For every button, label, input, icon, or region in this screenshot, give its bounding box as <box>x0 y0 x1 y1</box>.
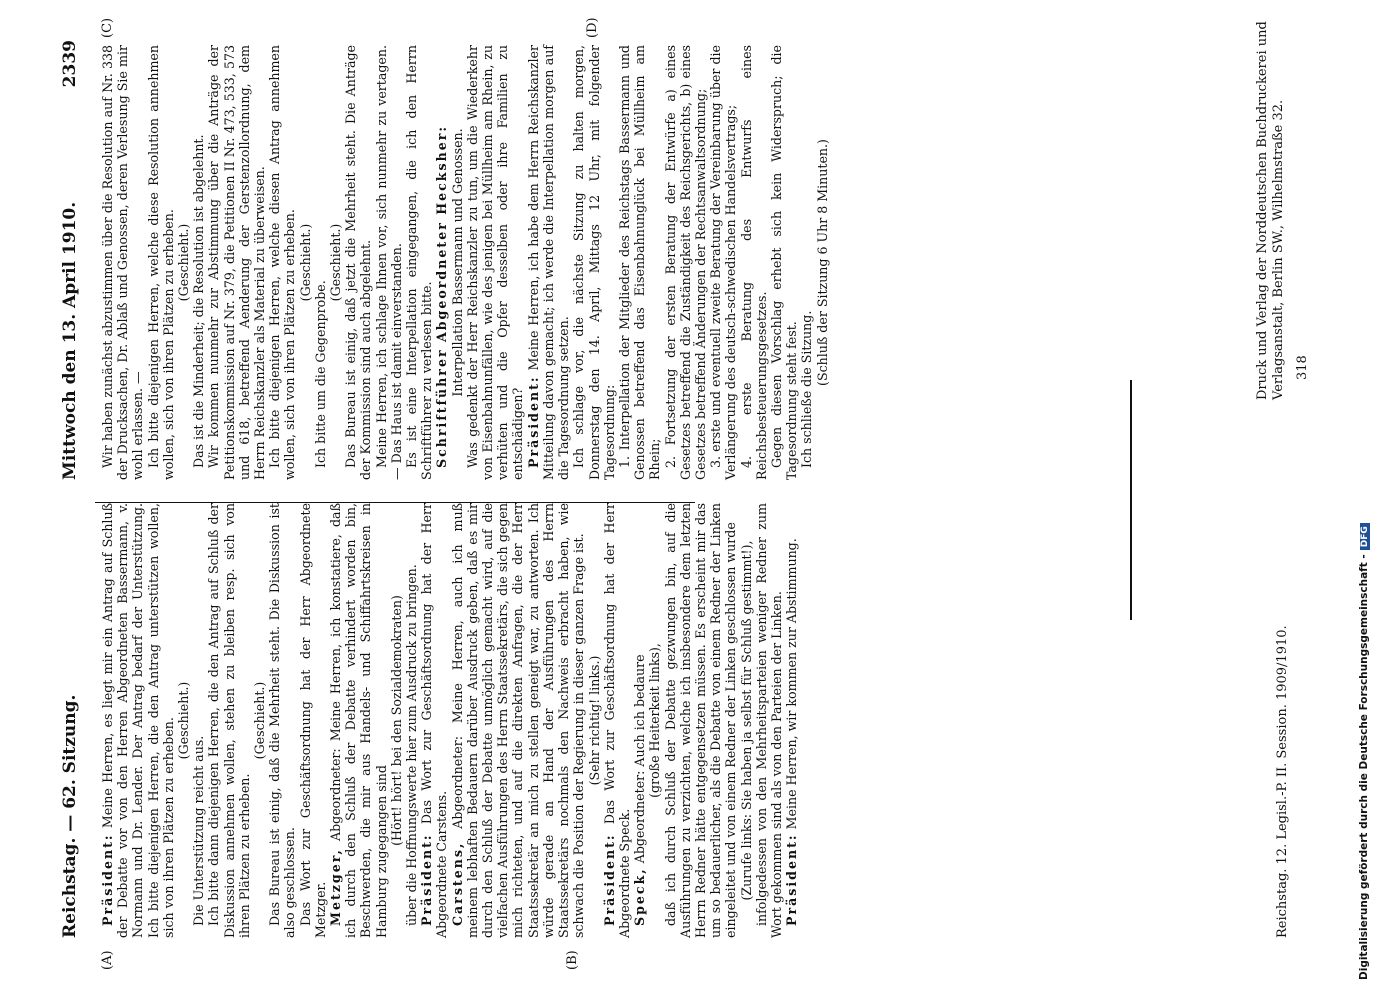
footer-session: Reichstag. 12. Legisl.-P. II. Session. 1909/1910. <box>1275 625 1290 938</box>
header-date: Mittwoch den 13. April 1910. <box>60 201 80 480</box>
speaker-name: Speck, <box>632 867 648 926</box>
paragraph-text: Meine Herren, ich habe dem Herrn Reichskanzler Mitteilung davon gemacht; ich werde die Interpellation morgen auf die Tagesordnung setzen. <box>525 45 572 480</box>
stage-direction: (Zurufe links: Sie haben ja selbst für Schluß gestimmt!), <box>738 540 754 901</box>
paragraph-text: Das Wort zur Geschäftsordnung hat der Herr Abgeordnete Speck. <box>601 503 632 938</box>
page-number: 2339 <box>60 40 80 88</box>
paragraph <box>191 45 206 480</box>
paragraph-text: Das Wort zur Geschäftsordnung hat der Herr Abgeordnete Metzger. <box>297 503 328 938</box>
paragraph <box>298 503 328 938</box>
paragraph-text: Ich bitte um die Gegenprobe. <box>312 280 328 468</box>
right-column <box>100 45 830 480</box>
stage-direction: (Sehr richtig! links.) <box>586 655 602 786</box>
paragraph <box>206 503 252 938</box>
paragraph-text: daß ich durch Schluß der Debatte gezwungen bin, auf die Ausführungen zu verzichten, welche ich insbesondere dem letzten Herrn Redner hätte entgegensetzen müssen. Es erscheint mir das um so bedauerlicher, als die Debatte von einem Redner der Linken eingeleitet und von einem Redner der Linken geschlossen wurde <box>662 503 739 938</box>
paragraph <box>404 45 434 480</box>
paragraph-text: Wir haben zunächst abzustimmen über die Resolution auf Nr. 338 der Drucksachen, Dr. Ablaß und Genossen, deren Verlesung Sie mir wohl erlassen. — <box>100 45 146 480</box>
paragraph-text: Es ist eine Interpellation eingegangen, die ich den Herrn Schriftführer zu verlesen bitte. <box>404 45 435 480</box>
paragraph-text: Das Bureau ist einig, daß jetzt die Mehrheit steht. Die Anträge der Kommission sind auch abgelehnt. <box>343 45 374 480</box>
paragraph <box>434 45 449 480</box>
paragraph <box>784 503 799 938</box>
paragraph <box>754 503 784 938</box>
speaker-name: Schriftführer Abgeordneter Hecksher: <box>434 124 450 468</box>
paragraph <box>799 45 814 480</box>
left-column <box>100 503 799 938</box>
stage-direction: (Geschieht.) <box>297 223 313 302</box>
paragraph-text: Das Wort zur Geschäftsordnung hat der Herr Abgeordnete Carstens. <box>419 503 450 938</box>
paragraph <box>267 45 297 480</box>
paragraph-text: Ich bitte dann diejenigen Herren, die den Antrag auf Schluß der Diskussion annehmen wollen, stehen zu bleiben resp. sich von ihren Plätzen zu erheben. <box>206 503 252 938</box>
dfg-logo: DFG <box>1360 523 1370 550</box>
footer-sheet-number: 318 <box>1295 355 1310 380</box>
paragraph <box>769 45 799 480</box>
paragraph-text: Ich schließe die Sitzung. <box>799 310 815 468</box>
margin-marker-b: (B) <box>565 950 580 970</box>
paragraph <box>328 503 389 938</box>
speaker-name: Präsident: <box>419 833 435 926</box>
digitization-note <box>1358 523 1370 980</box>
stage-direction: (Geschieht.) <box>176 223 192 302</box>
speaker-name: Präsident: <box>100 833 115 926</box>
paragraph <box>191 503 206 938</box>
paragraph <box>450 503 587 938</box>
paragraph-text: Das Bureau ist einig, daß die Mehrheit steht. Die Diskussion ist also geschlossen. <box>267 503 298 938</box>
paragraph <box>571 45 617 480</box>
paragraph-text: Meine Herren, es liegt mir ein Antrag auf Schluß der Debatte vor von den Herren Abgeordneten Bassermann, v. Normann und Dr. Lender. Der Antrag bedarf der Unterstützung. Ich bitte diejenigen Herren, die den Antrag unterstützen wollen, sich von ihren Plätzen zu erheben. <box>100 503 176 938</box>
paragraph-text: Gegen diesen Vorschlag erhebt sich kein Widerspruch; die Tagesordnung steht fest. <box>768 45 800 480</box>
stage-direction: Interpellation Bassermann und Genossen. <box>449 128 465 397</box>
paragraph-text: Die Unterstützung reicht aus. <box>191 735 207 926</box>
speaker-name: Präsident: <box>525 375 541 468</box>
paragraph <box>146 45 176 480</box>
paragraph <box>602 503 632 938</box>
speaker-name: Metzger, <box>328 848 344 926</box>
paragraph-text: Abgeordneter: Meine Herren, ich konstatiere, daß ich durch den Schluß der Debatte verhindert worden bin, Beschwerden, die mir aus Handels- und Schiffahrtskreisen in Hamburg zugegangen sind <box>328 503 389 938</box>
paragraph <box>206 45 267 480</box>
stage-direction: (Geschieht.) <box>176 681 192 760</box>
paragraph-text: über die Hoffnungswerte hier zum Ausdruck zu bringen. <box>404 564 420 926</box>
paragraph <box>343 45 373 480</box>
paragraph <box>663 45 709 480</box>
paragraph <box>100 45 146 480</box>
margin-marker-c: (C) <box>100 17 115 38</box>
paragraph <box>617 45 663 480</box>
footer-printer: Druck und Verlag der Norddeutschen Buchdruckerei und Verlagsanstalt, Berlin SW., Wilhelmstraße 32. <box>1255 21 1286 400</box>
paragraph <box>526 45 572 480</box>
paragraph <box>100 503 176 938</box>
paragraph <box>267 503 297 938</box>
stage-direction: (Geschieht.) <box>328 223 344 302</box>
stage-direction: (Hört! hört! bei den Sozialdemokraten) <box>388 595 404 846</box>
paragraph-text: Abgeordneter: Auch ich bedaure <box>632 654 648 864</box>
paragraph-text: Wir kommen nunmehr zur Abstimmung über die Anträge der Petitionskommission auf Nr. 379, die Petitionen II Nr. 473, 533, 573 und 618, betreffend Aenderung der Gerstenzollordnung, dem Herrn Reichskanzler als Material zu überweisen. <box>206 45 268 480</box>
digitization-text: Digitalisierung gefördert durch die Deutsche Forschungsgemeinschaft - <box>1358 554 1370 980</box>
paragraph-text: Ich bitte diejenigen Herren, welche diesen Antrag annehmen wollen, sich von ihren Plätzen zu erheben. <box>267 45 298 480</box>
paragraph-text: Was gedenkt der Herr Reichskanzler zu tun, um die Wiederkehr von Eisenbahnunfällen, wie des jenigen bei Müllheim am Rhein, zu verhüten und die Opfer desselben oder ihre Familien zu entschädigen? <box>464 45 526 480</box>
header-left: Reichstag. — 62. Sitzung. <box>60 694 80 938</box>
paragraph-text: 1. Interpellation der Mitglieder des Reichstags Bassermann und Genossen betreffend das Eisenbahnunglück bei Müllheim am Rhein; <box>616 45 663 480</box>
speaker-name: Präsident: <box>601 833 617 926</box>
stage-direction: (Geschieht.) <box>252 681 268 760</box>
paragraph-text: 2. Fortsetzung der ersten Beratung der Entwürfe a) eines Gesetzes betreffend die Zuständigkeit des Reichsgerichts, b) eines Gesetzes betreffend Änderungen der Rechtsanwaltsordnung; <box>662 45 708 480</box>
margin-marker-a: (A) <box>100 950 115 970</box>
paragraph <box>313 45 328 480</box>
paragraph-text: 3. erste und eventuell zweite Beratung der Vereinbarung über die Verlängerung des deutsch-schwedischen Handelsvertrags; <box>708 45 739 480</box>
margin-marker-d: (D) <box>585 17 600 38</box>
paragraph <box>404 503 419 938</box>
paragraph-text: Das ist die Minderheit; die Resolution ist abgelehnt. <box>191 134 207 468</box>
stage-direction: (große Heiterkeit links), <box>647 643 663 798</box>
speaker-name: Carstens, <box>449 841 465 926</box>
paragraph <box>739 45 769 480</box>
paragraph-text: 4. erste Beratung des Entwurfs eines Reichsbesteuerungsgesetzes. <box>738 45 769 480</box>
paragraph-text: Ich bitte diejenigen Herren, welche diese Resolution annehmen wollen, sich von ihren Plätzen zu erheben. <box>145 45 176 480</box>
paragraph <box>708 45 738 480</box>
paragraph-text: Ich schlage vor, die nächste Sitzung zu halten morgen, Donnerstag den 14. April, Mittags 12 Uhr, mit folgender Tagesordnung: <box>571 45 617 480</box>
paragraph <box>663 503 739 938</box>
paragraph-text: Abgeordneter: Meine Herren, auch ich muß meinem lebhaften Bedauern darüber Ausdruck geben, daß es mir durch den Schluß der Debatte unmöglich gemacht wird, auf die vielfachen Ausführungen des Herrn Staatssekretärs, die sich gegen mich richteten, und auf die direkten Anfragen, die der Herr Staatssekretär an mich zu stellen geneigt war, zu antworten. Ich würde gerade an Hand der Ausführungen des Herrn Staatssekretärs nochmals den Nachweis erbracht haben, wie schwach die Position der Regierung in dieser ganzen Frage ist. <box>449 503 587 938</box>
paragraph-text: Meine Herren, ich schlage Ihnen vor, sich nunmehr zu vertagen. — Das Haus ist damit einverstanden. <box>373 45 404 480</box>
stage-direction: (Schluß der Sitzung 6 Uhr 8 Minuten.) <box>814 139 830 386</box>
column-divider <box>95 502 695 503</box>
paragraph-text: Meine Herren, wir kommen zur Abstimmung. <box>784 538 800 830</box>
paragraph <box>632 503 647 938</box>
paragraph <box>374 45 404 480</box>
paragraph <box>465 45 526 480</box>
end-rule <box>1130 380 1132 620</box>
paragraph-text: infolgedessen von den Mehrheitsparteien weniger Redner zum Wort gekommen sind als von den Parteien der Linken. <box>753 503 784 938</box>
speaker-name: Präsident: <box>784 833 800 926</box>
paragraph <box>419 503 449 938</box>
